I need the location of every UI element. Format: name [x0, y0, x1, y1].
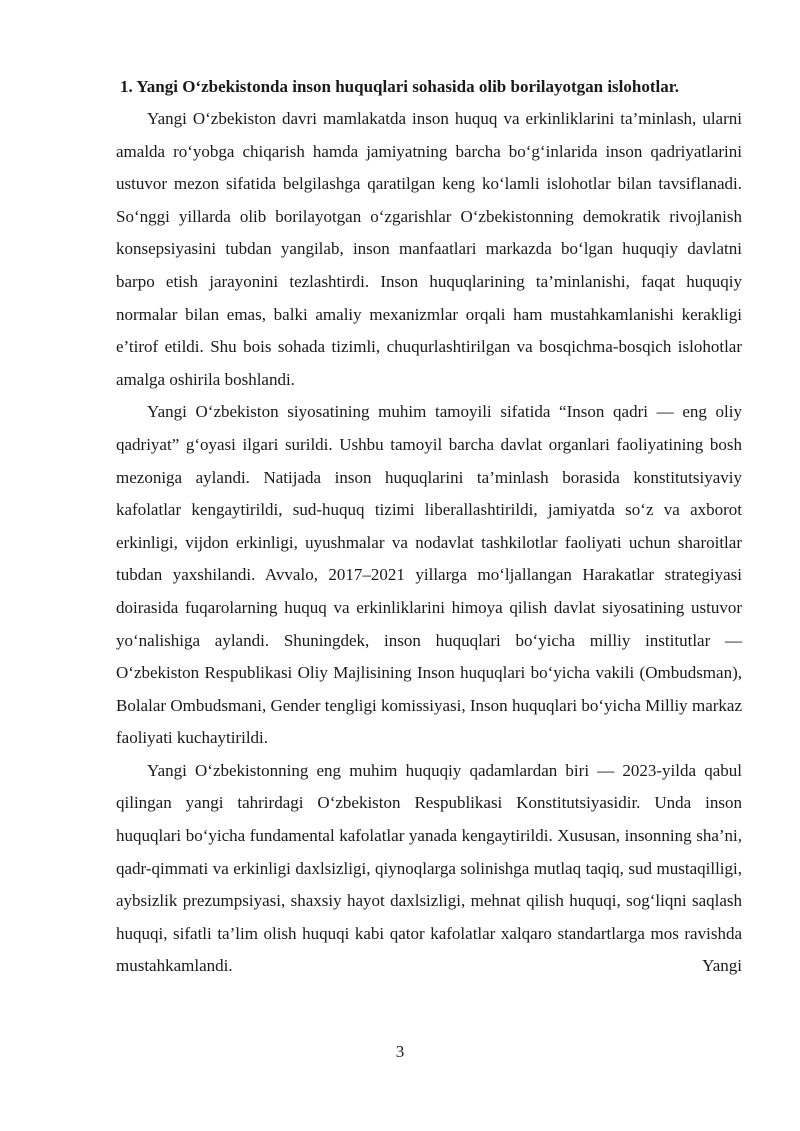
document-body [116, 71, 742, 983]
page-number: 3 [395, 1042, 405, 1061]
paragraph-3: Yangi O‘zbekistonning eng muhim huquqiy qadamlardan biri — 2023-yilda qabul qilingan yangi tahrirdagi O‘zbekiston Respublikasi Konstitutsiyasidir. Unda inson huquqlari bo‘yicha fundamental kafolatlar yanada kengaytirildi. Xususan, insonning sha’ni, qadr-qimmati va erkinligi daxlsizligi, qiynoqlarga solinishga mutlaq taqiq, sud mustaqilligi, aybsizlik prezumpsiyasi, shaxsiy hayot daxlsizligi, mehnat qilish huquqi, sog‘liqni saqlash huquqi, sifatli ta’lim olish huquqi kabi qator kafolatlar xalqaro standartlarga mos ravishda mustahkamlandi. Yangi [116, 760, 742, 976]
paragraph-2: Yangi O‘zbekiston siyosatining muhim tamoyili sifatida “Inson qadri — eng oliy qadriyat” g‘oyasi ilgari surildi. Ushbu tamoyil barcha davlat organlari faoliyatining bosh mezoniga aylandi. Natijada inson huquqlarini ta’minlash borasida konstitutsiyaviy kafolatlar kengaytirildi, sud-huquq tizimi liberallashtirildi, jamiyatda so‘z va axborot erkinligi, vijdon erkinligi, uyushmalar va nodavlat tashkilotlar faoliyati uchun sharoitlar tubdan yaxshilandi. Avvalo, 2017–2021 yillarga mo‘ljallangan Harakatlar strategiyasi doirasida fuqarolarning huquq va erkinliklarini himoya qilish davlat siyosatining ustuvor yo‘nalishiga aylandi. Shuningdek, inson huquqlari bo‘yicha milliy institutlar — O‘zbekiston Respublikasi Oliy Majlisining Inson huquqlari bo‘yicha vakili (Ombudsman), Bolalar Ombudsmani, Gender tengligi komissiyasi, Inson huquqlari bo‘yicha Milliy markaz faoliyati kuchaytirildi. [116, 402, 742, 748]
paragraph-1: Yangi O‘zbekiston davri mamlakatda inson huquq va erkinliklarini ta’minlash, ularni amalda ro‘yobga chiqarish hamda jamiyatning barcha bo‘g‘inlarida inson qadriyatlarini ustuvor mezon sifatida belgilashga qaratilgan keng ko‘lamli islohotlar bilan tavsiflanadi. So‘nggi yillarda olib borilayotgan o‘zgarishlar O‘zbekistonning demokratik rivojlanish konsepsiyasini tubdan yangilab, inson manfaatlari markazda bo‘lgan huquqiy davlatni barpo etish jarayonini tezlashtirdi. Inson huquqlarining ta’minlanishi, faqat huquqiy normalar bilan emas, balki amaliy mexanizmlar orqali ham mustahkamlanishi kerakligi e’tirof etildi. Shu bois sohada tizimli, chuqurlashtirilgan va bosqichma-bosqich islohotlar amalga oshirila boshlandi. [116, 109, 742, 389]
section-heading: 1. Yangi O‘zbekistonda inson huquqlari sohasida olib borilayotgan islohotlar. [120, 77, 679, 96]
